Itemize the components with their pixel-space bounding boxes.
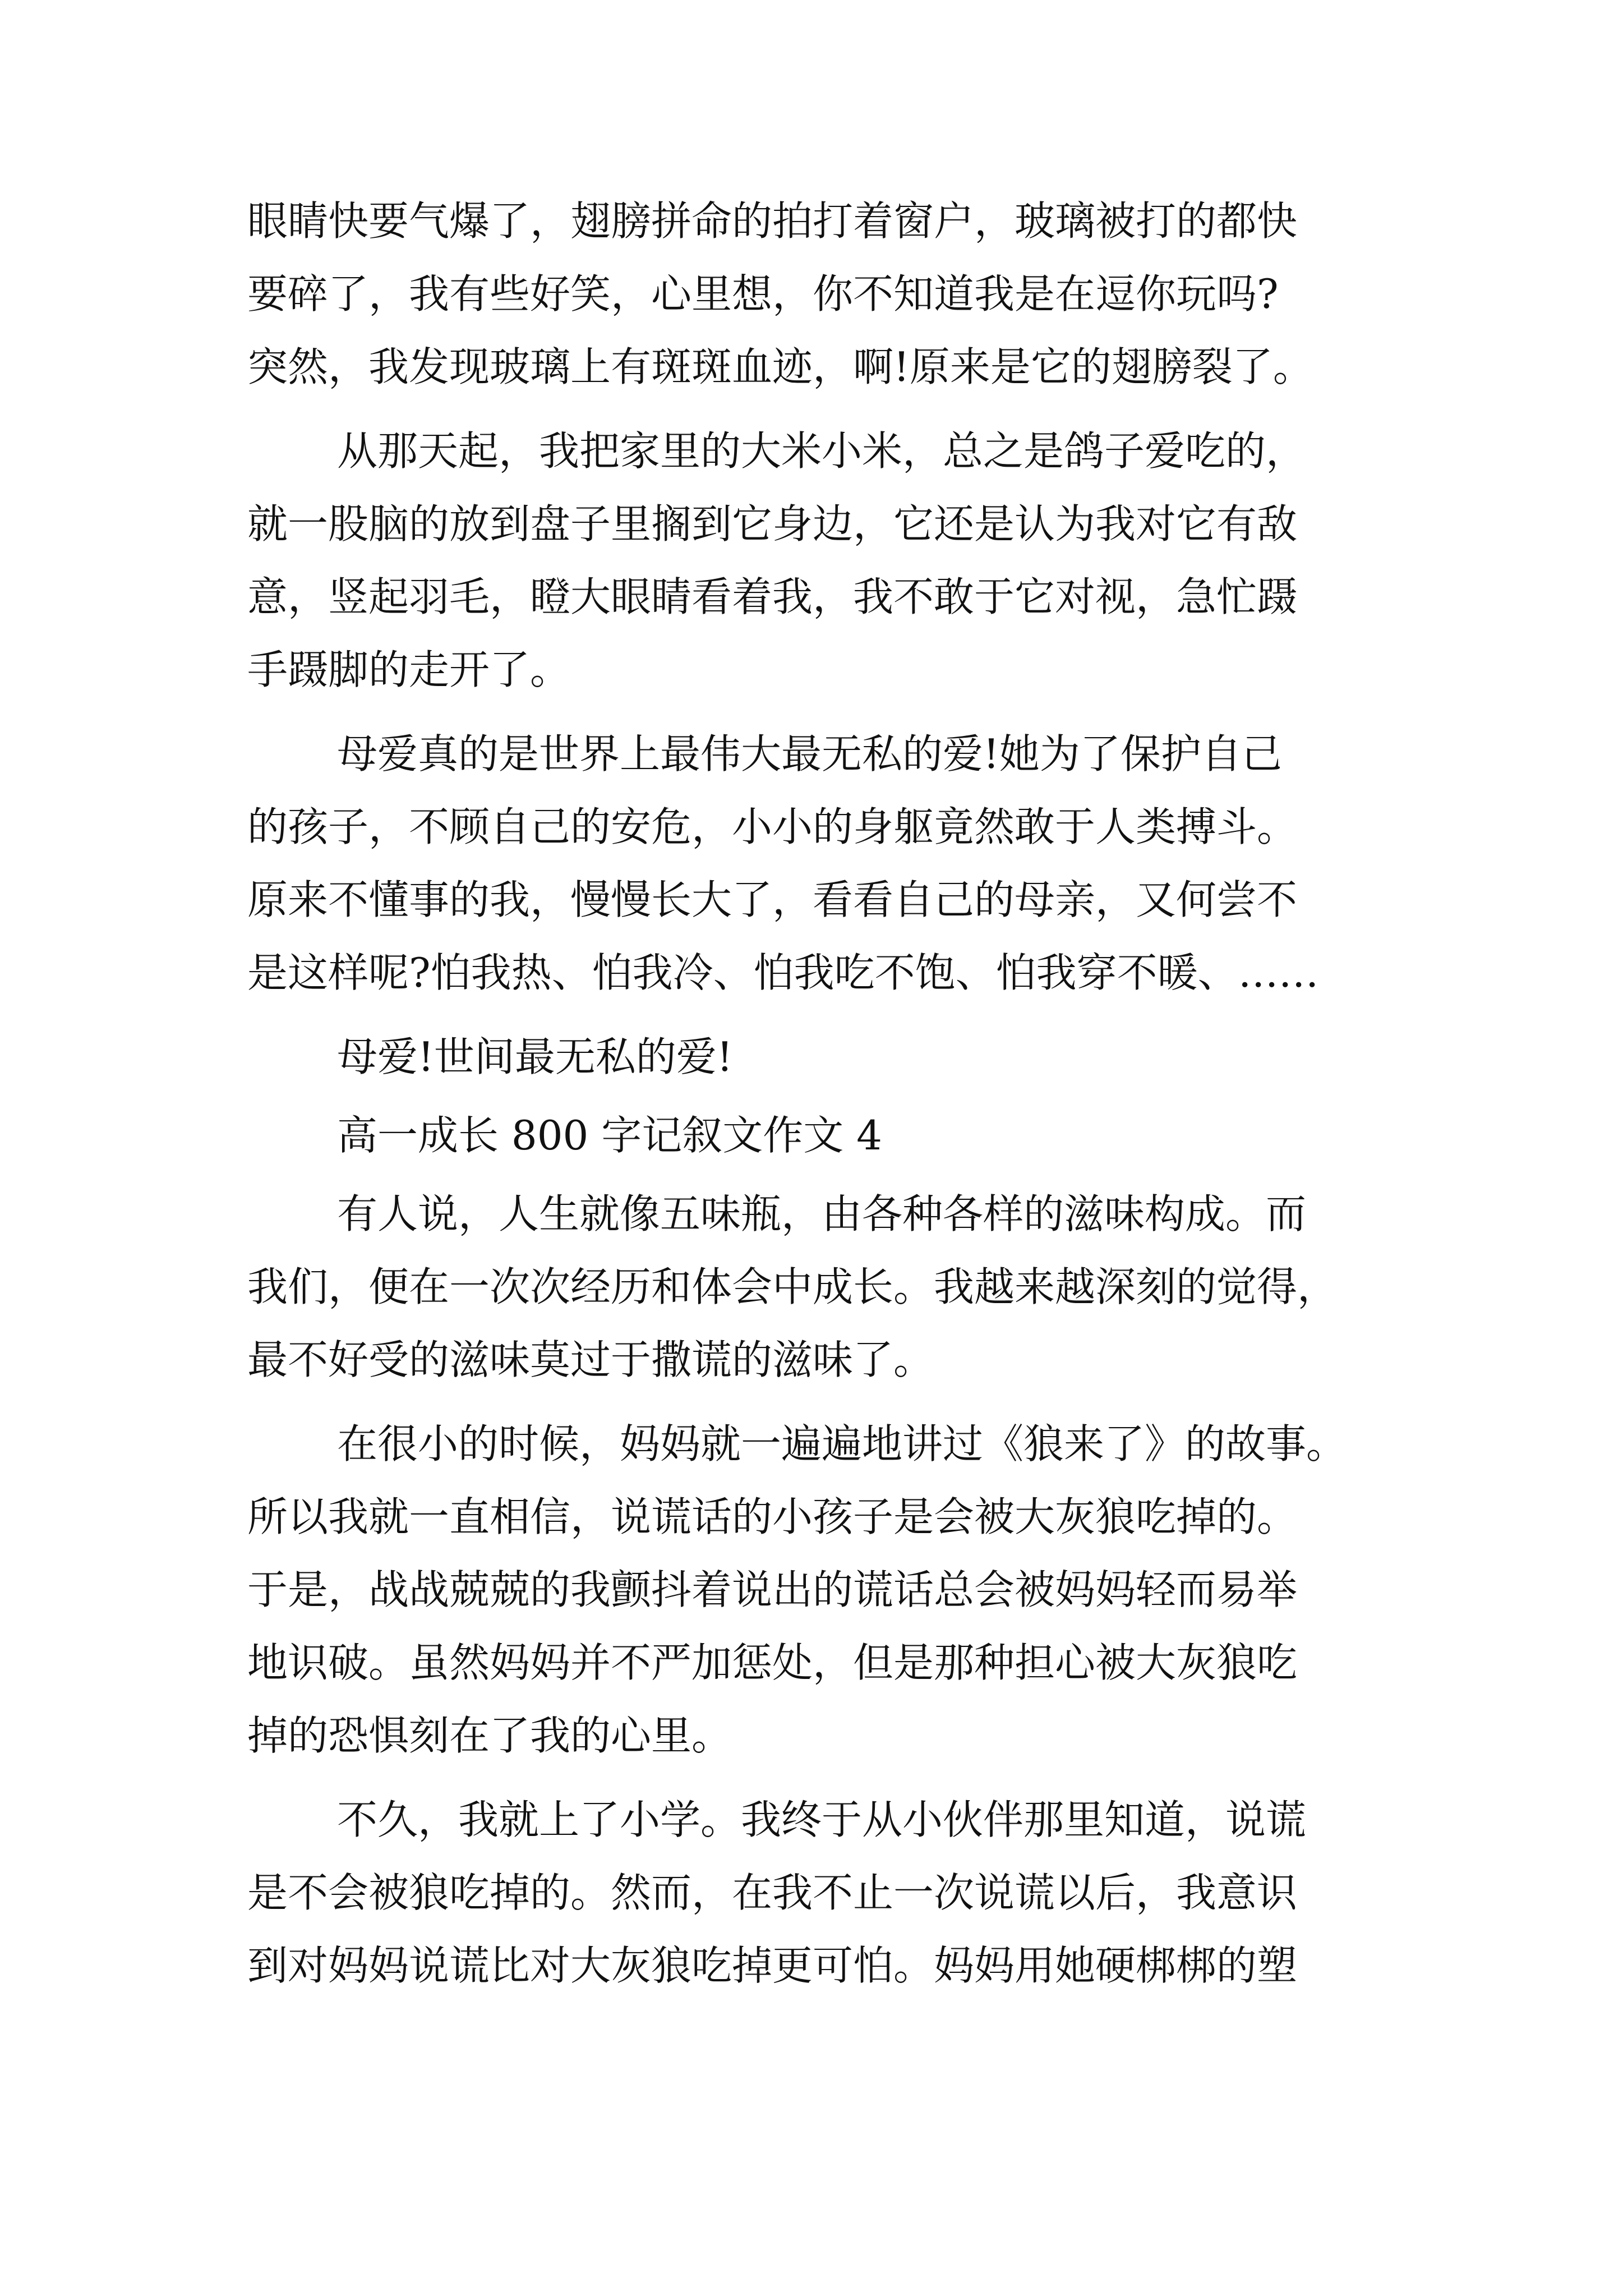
paragraph-first-line: 不久，我就上了小学。我终于从小伙伴那里知道，说谎 xyxy=(337,1796,1307,1843)
text-line: 地识破。虽然妈妈并不严加惩处，但是那种担心被大灰狼吃 xyxy=(247,1639,1298,1686)
section-heading: 高一成长 800 字记叙文作文 4 xyxy=(337,1112,882,1159)
text-line: 于是，战战兢兢的我颤抖着说出的谎话总会被妈妈轻而易举 xyxy=(247,1566,1298,1613)
text-line: 掉的恐惧刻在了我的心里。 xyxy=(247,1712,732,1759)
text-line: 是不会被狼吃掉的。然而，在我不止一次说谎以后，我意识 xyxy=(247,1869,1298,1916)
text-line: 到对妈妈说谎比对大灰狼吃掉更可怕。妈妈用她硬梆梆的塑 xyxy=(247,1942,1298,1989)
paragraph-first-line: 有人说，人生就像五味瓶，由各种各样的滋味构成。而 xyxy=(337,1190,1307,1237)
paragraph-first-line: 母爱真的是世界上最伟大最无私的爱!她为了保护自己 xyxy=(337,730,1282,777)
text-line: 我们，便在一次次经历和体会中成长。我越来越深刻的觉得， xyxy=(247,1263,1338,1310)
text-line: 突然，我发现玻璃上有斑斑血迹，啊!原来是它的翅膀裂了。 xyxy=(247,343,1313,390)
paragraph-first-line: 在很小的时候，妈妈就一遍遍地讲过《狼来了》的故事。 xyxy=(337,1420,1347,1467)
text-line: 的孩子，不顾自己的安危，小小的身躯竟然敢于人类搏斗。 xyxy=(247,803,1298,850)
text-line: 所以我就一直相信，说谎话的小孩子是会被大灰狼吃掉的。 xyxy=(247,1493,1298,1540)
text-line: 眼睛快要气爆了，翅膀拼命的拍打着窗户，玻璃被打的都快 xyxy=(247,197,1298,245)
text-line: 要碎了，我有些好笑，心里想，你不知道我是在逗你玩吗? xyxy=(247,270,1279,318)
text-line: 是这样呢?怕我热、怕我冷、怕我吃不饱、怕我穿不暖、…… xyxy=(247,949,1319,996)
paragraph-first-line: 从那天起，我把家里的大米小米，总之是鸽子爱吃的， xyxy=(337,427,1307,475)
text-line: 最不好受的滋味莫过于撒谎的滋味了。 xyxy=(247,1336,934,1383)
paragraph-first-line: 母爱!世间最无私的爱! xyxy=(337,1033,733,1080)
text-line: 就一股脑的放到盘子里搁到它身边，它还是认为我对它有敌 xyxy=(247,500,1298,547)
text-line: 意，竖起羽毛，瞪大眼睛看着我，我不敢于它对视，急忙蹑 xyxy=(247,573,1298,620)
text-line: 手蹑脚的走开了。 xyxy=(247,646,571,693)
text-line: 原来不懂事的我，慢慢长大了，看看自己的母亲，又何尝不 xyxy=(247,876,1298,923)
